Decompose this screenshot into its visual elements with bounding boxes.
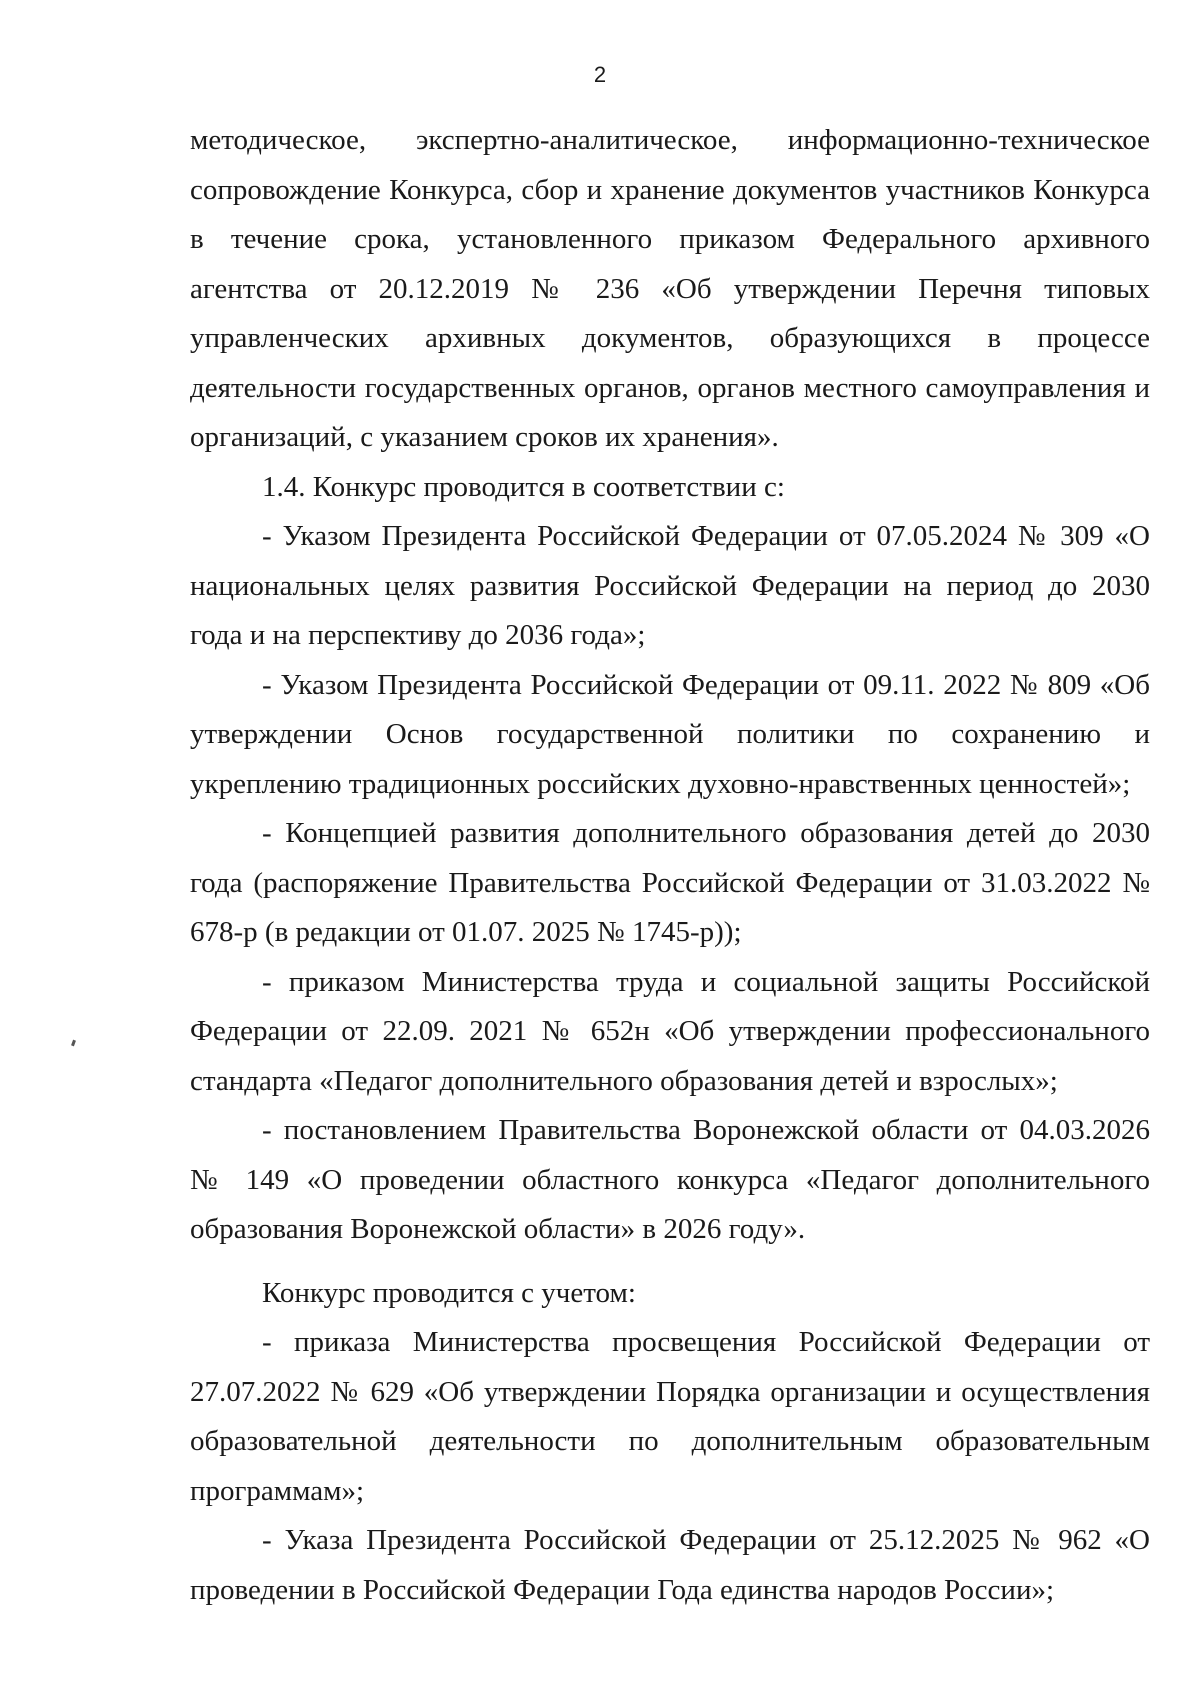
paragraph-concept-2030: - Концепцией развития дополнительного образования детей до 2030 года (распоряжение Правительства Российской Федерации от 31.03.2022 № 678-р (в редакции от 01.07. 2025 № 1745-р));	[190, 817, 1150, 948]
paragraph-decree-309: - Указом Президента Российской Федерации от 07.05.2024 № 309 «О национальных целях развития Российской Федерации на период до 2030 года и на перспективу до 2036 года»;	[190, 520, 1150, 651]
page-number: 2	[593, 62, 607, 87]
paragraph-intro-continuation: методическое, экспертно-аналитическое, информационно-техническое сопровождение Конкурса, сбор и хранение документов участников Конкурса в течение срока, установленного приказом Федерального архивного агентства от 20.12.2019 № 236 «Об утверждении Перечня типовых управленческих архивных документов, образующихся в процессе деятельности государственных органов, органов местного самоуправления и организаций, с указанием сроков их хранения».	[190, 124, 1150, 453]
scan-artifact	[71, 1040, 76, 1047]
document-body	[190, 116, 1150, 1615]
paragraph-decree-962: - Указа Президента Российской Федерации от 25.12.2025 № 962 «О проведении в Российской Федерации Года единства народов России»;	[190, 1524, 1150, 1606]
paragraph-section-1-4: 1.4. Конкурс проводится в соответствии с:	[262, 470, 785, 503]
paragraph-decree-809: - Указом Президента Российской Федерации от 09.11. 2022 № 809 «Об утверждении Основ государственной политики по сохранению и укреплению традиционных российских духовно-нравственных ценностей»;	[190, 668, 1150, 800]
paragraph-considering: Конкурс проводится с учетом:	[262, 1276, 636, 1309]
paragraph-order-629: - приказа Министерства просвещения Российской Федерации от 27.07.2022 № 629 «Об утверждении Порядка организации и осуществления образовательной деятельности по дополнительным образовательным программам»;	[190, 1326, 1150, 1507]
paragraph-order-652n: - приказом Министерства труда и социальной защиты Российской Федерации от 22.09. 2021 № 652н «Об утверждении профессионального стандарта «Педагог дополнительного образования детей и взрослых»;	[190, 965, 1150, 1097]
paragraph-resolution-149: - постановлением Правительства Воронежской области от 04.03.2026 № 149 «О проведении областного конкурса «Педагог дополнительного образования Воронежской области» в 2026 году».	[190, 1114, 1150, 1245]
